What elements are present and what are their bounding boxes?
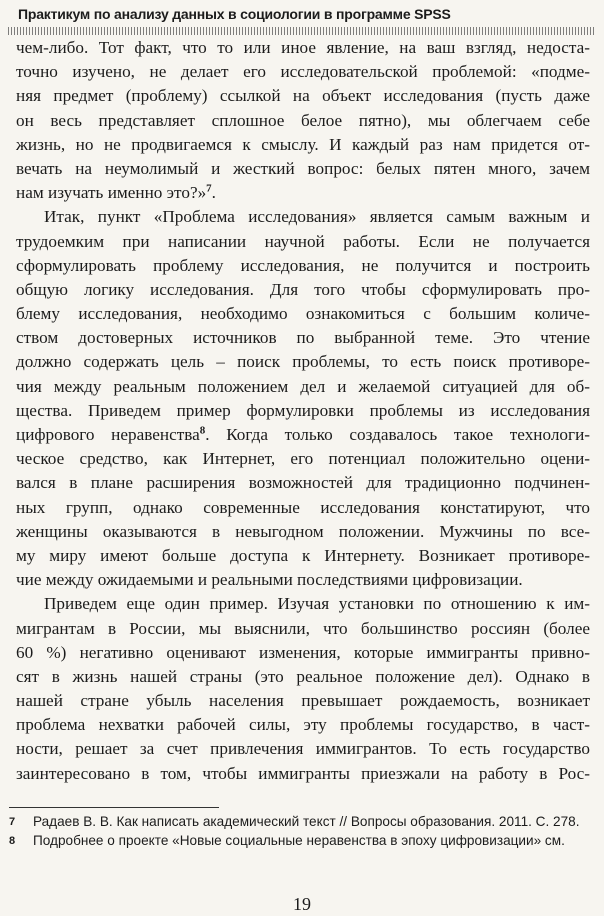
text-line: блему исследования, необходимо ознакомиться с большим количе- [16, 304, 590, 324]
footnote-text: Подробнее о проекте «Новые социальные неравенства в эпоху цифровизации» см. [33, 833, 565, 848]
page-number: 19 [293, 894, 311, 914]
footnote-7 [9, 813, 589, 831]
text-line: ных групп, однако современные исследования констатируют, что [16, 497, 590, 517]
footnote-text: Радаев В. В. Как написать академический текст // Вопросы образования. 2011. С. 278. [33, 814, 580, 829]
footnote-ref-7[interactable]: 7 [206, 182, 212, 195]
main-text [16, 36, 590, 786]
text-line: нашей стране убыль населения превышает рождаемость, возникает [16, 691, 590, 711]
footnotes [9, 813, 589, 850]
text-line: сформулировать проблему исследования, не получится и построить [16, 255, 590, 275]
text-line: ности, решает за счет привлечения иммигрантов. То есть государство [16, 739, 590, 759]
paragraph-first-line: Итак, пункт «Проблема исследования» является самым важным и [44, 207, 590, 227]
text-line: няя предмет (проблему) ссылкой на объект исследования (пусть даже [16, 86, 590, 106]
text-line: ством достоверных источников по выбранной теме. Это чтение [16, 328, 590, 348]
text-line: жизнь, но не продвигаемся к смыслу. И каждый раз нам придется от- [16, 134, 590, 154]
text-line: вался в плане расширения возможностей для традиционно подчинен- [16, 473, 590, 493]
text-line: общую логику исследования. Для того чтобы сформулировать про- [16, 279, 590, 299]
text-line: ческое средство, как Интернет, его потенциал положительно оцени- [16, 449, 590, 469]
text-line: женщины оказываются в невыгодном положении. Мужчины по все- [16, 521, 590, 541]
text-line: вечать на неумолимый и жесткий вопрос: белых пятен много, зачем [16, 158, 590, 178]
text-line: чем-либо. Тот факт, что то или иное явление, на ваш взгляд, недоста- [16, 38, 590, 57]
footnote-ref-8[interactable]: 8 [199, 424, 206, 437]
text-line: заинтересовано в том, чтобы иммигранты приезжали на работу в Рос- [16, 763, 590, 783]
text-fragment: нам изучать именно это?» [16, 183, 207, 203]
text-line: 60 %) негативно оценивают изменения, которые иммигранты привно- [16, 642, 590, 662]
text-line: проблема нехватки рабочей силы, эту проблемы государство, в част- [16, 715, 590, 735]
text-line: щества. Приведем пример формулировки проблемы из исследования [16, 400, 590, 420]
text-line: чия между реальным положением дел и желаемой ситуацией для об- [16, 376, 590, 396]
text-line: точно изучено, не делает его исследовательской проблемой: «подме- [16, 62, 590, 82]
running-header: Практикум по анализу данных в социологии в программе SPSS [18, 6, 451, 22]
paragraph-first-line: Приведем еще один пример. Изучая установки по отношению к им- [44, 594, 590, 614]
text-line: трудоемким при написании научной работы. Если не получается [16, 231, 590, 251]
header-dotted-rule [8, 27, 596, 35]
text-line: должно содержать цель – поиск проблемы, то есть поиск противоре- [16, 352, 590, 372]
text-line: му миру имеют больше доступа к Интернету. Возникает противоре- [16, 545, 590, 565]
footnote-divider [9, 807, 219, 808]
text-fragment: цифрового неравенства [16, 425, 200, 444]
text-fragment: . Когда только создавалось такое технологи- [205, 425, 590, 444]
footnote-8 [9, 832, 589, 850]
text-line [16, 423, 590, 447]
text-line: чие между ожидаемыми и реальными последствиями цифровизации. [16, 570, 523, 590]
footnote-number: 7 [9, 816, 16, 828]
footnote-number: 8 [9, 835, 16, 847]
text-line: нам изучать именно это?»$^7$. [16, 182, 216, 203]
text-line: он весь представляет сплошное белое пятно), мы облегчаем себе [16, 110, 590, 130]
text-line: мигрантам в России, мы выяснили, что большинство россиян (более [16, 618, 590, 638]
text-line: сят в жизнь нашей страны (это реальное положение дел). Однако в [16, 666, 590, 686]
